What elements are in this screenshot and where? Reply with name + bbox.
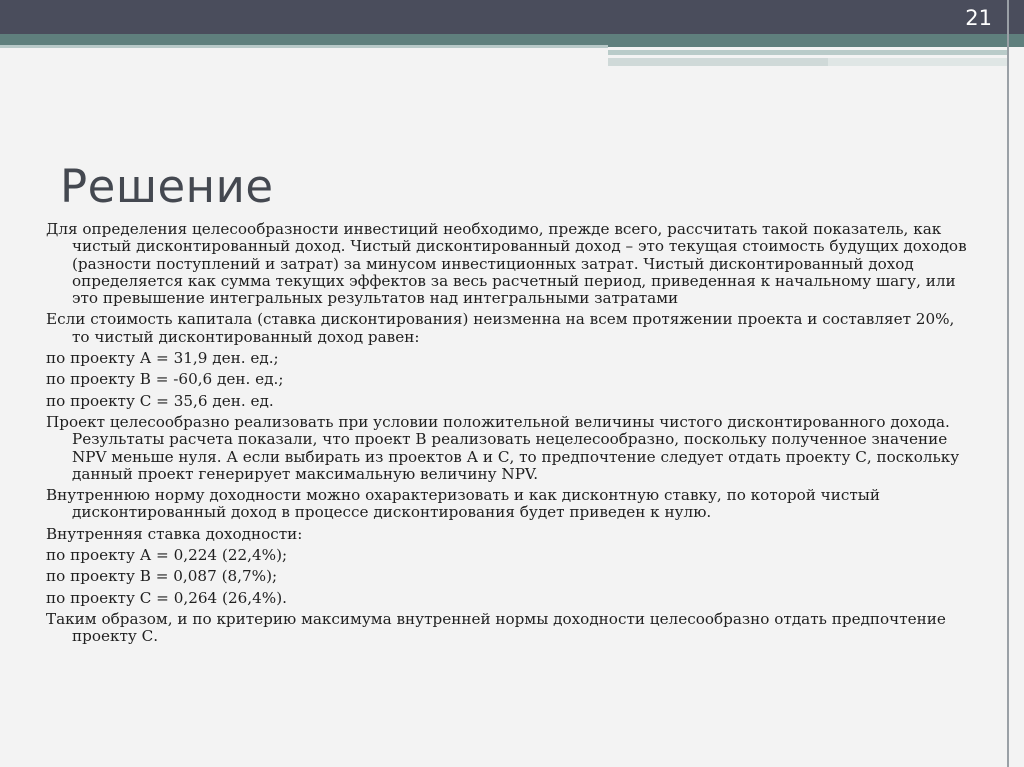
paragraph-irr-definition: Внутреннюю норму доходности можно охарактеризовать и как дисконтную ставку, по которой чистый дисконтированный доход в процессе дисконтирования будет приведен к нулю. [46,486,880,522]
irr-project-c: по проекту С = 0,264 (26,4%). [46,588,287,607]
header-bar-teal [0,34,608,45]
slide-title: Решение [60,160,274,213]
irr-project-b: по проекту В = 0,087 (8,7%); [46,567,278,586]
npv-project-b: по проекту В = -60,6 ден. ед.; [46,370,284,389]
paragraph-npv-conclusion: Проект целесообразно реализовать при условии положительной величины чистого дисконтированного дохода. Результаты расчета показали, что проект В реализовать нецелесообразно, поскольку полученное значение NPV меньше нуля. А если выбирать из проектов А и С, то предпочтение следует отдать проекту С, поскольку данный проект генерирует максимальную величину NPV. [46,412,960,483]
npv-project-c: по проекту С = 35,6 ден. ед. [46,391,274,410]
header-stripe-3 [608,58,828,66]
npv-project-a: по проекту А = 31,9 ден. ед.; [46,349,279,368]
paragraph-final-conclusion: Таким образом, и по критерию максимума внутренней нормы доходности целесообразно отдать предпочтение проекту С. [46,609,946,646]
header-bar-dark [0,0,1024,34]
right-border-line [1007,0,1009,767]
header-stripe-2 [608,50,1008,55]
header-stripe-4 [828,58,1008,66]
irr-project-a: по проекту А = 0,224 (22,4%); [46,546,288,565]
header-bar-teal-right [608,34,1024,47]
header-stripe-1 [0,45,608,48]
slide-number: 21 [965,6,992,30]
slide-body [46,221,976,650]
paragraph-discount-rate: Если стоимость капитала (ставка дисконтирования) неизменна на всем протяжении проекта и составляет 20%, то чистый дисконтированный доход равен: [46,310,955,346]
irr-heading: Внутренняя ставка доходности: [46,524,303,543]
paragraph-npv-definition: Для определения целесообразности инвестиций необходимо, прежде всего, рассчитать такой показатель, как чистый дисконтированный доход. Чистый дисконтированный доход – это текущая стоимость будущих доходов (разности поступлений и затрат) за минусом инвестиционных затрат. Чистый дисконтированный доход определяется как сумма текущих эффектов за весь расчетный период, приведенная к начальному шагу, или это превышение интегральных результатов над интегральными затратами [46,220,967,308]
